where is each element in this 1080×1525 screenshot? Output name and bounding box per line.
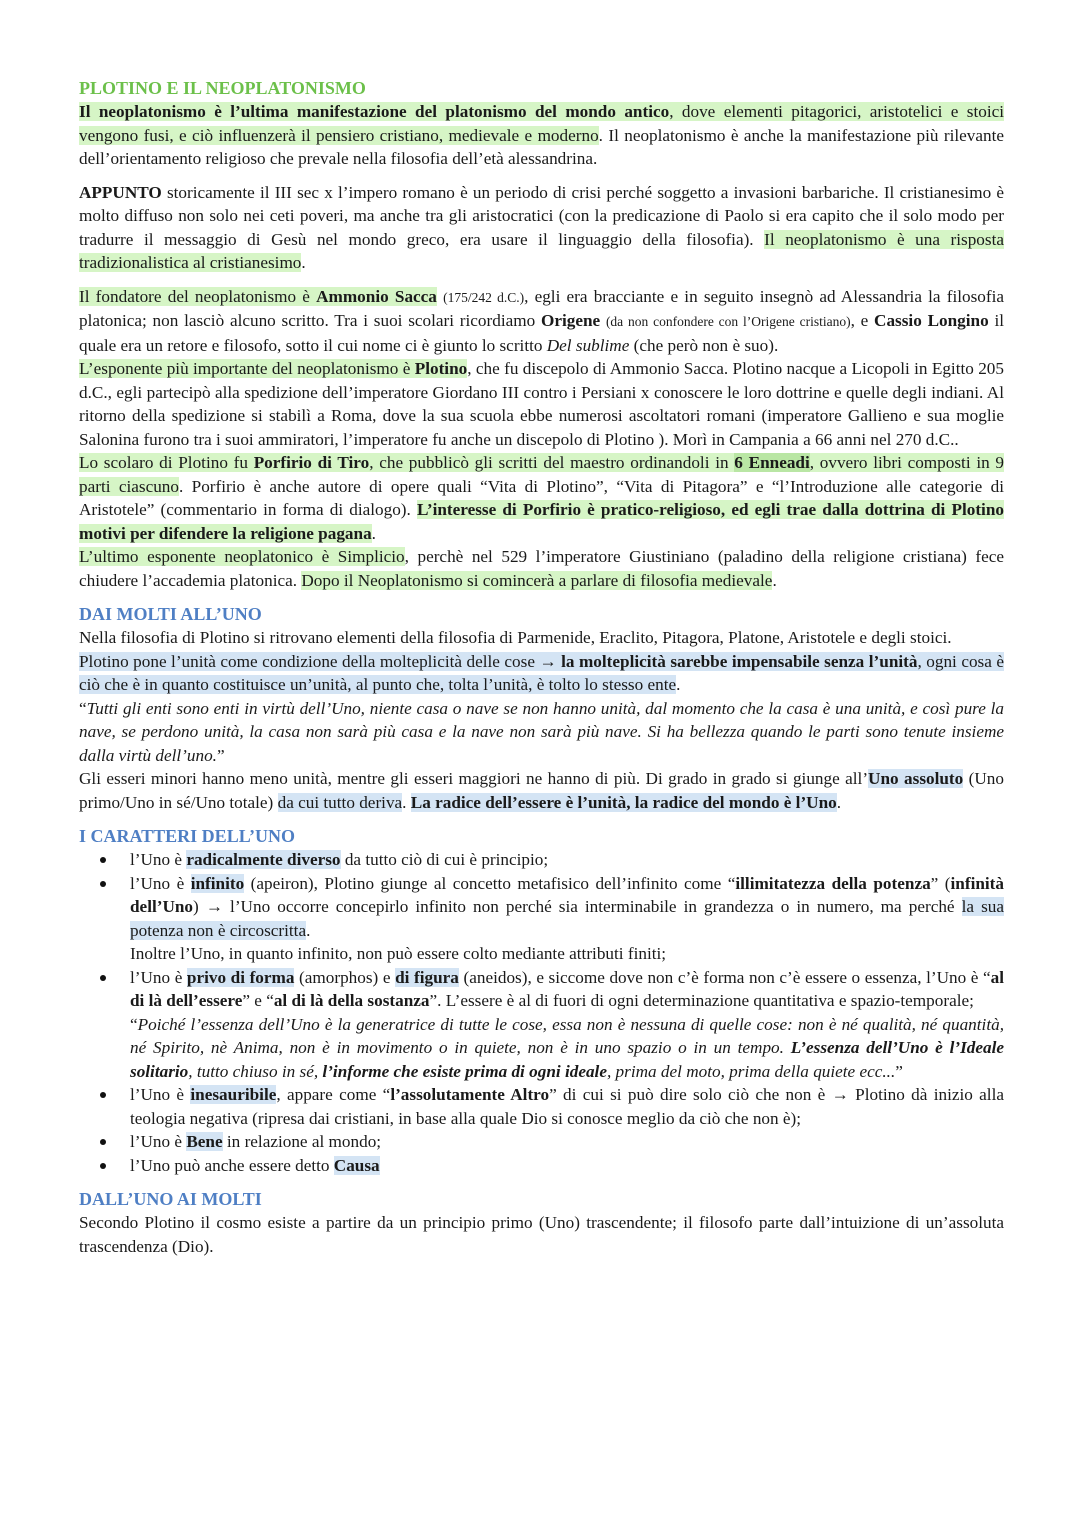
highlighted-text: Uno assoluto <box>868 769 964 788</box>
paragraph <box>79 451 1004 545</box>
list-item <box>130 942 1004 966</box>
bold-text: APPUNTO <box>79 182 162 202</box>
highlighted-text: Bene <box>186 1132 223 1151</box>
text-run: , tutto chiuso in sé, <box>188 1061 323 1081</box>
text-run: Secondo Plotino il cosmo esiste a partire da un principio primo (Uno) trascendente; il filosofo parte dall’intuizione di un’assoluta trascendenza (Dio). <box>79 1213 1004 1256</box>
text-run: ” <box>216 745 225 765</box>
highlighted-text: , ovvero libri composti in 9 parti ciascuno <box>79 453 1004 496</box>
text-run: l’Uno è <box>130 1132 187 1151</box>
bold-text: al di là dell’essere <box>130 967 1005 1010</box>
text-run: (che però non è suo). <box>629 335 779 355</box>
text-run: ” ( <box>930 873 951 893</box>
text-run: ) → l’Uno occorre concepirlo infinito non perché sia interminabile in grandezza o in numero, ma perché <box>193 897 962 916</box>
paragraph <box>79 285 1004 358</box>
text-run: Tutti gli enti sono enti in virtù dell’Uno, niente casa o nave se non hanno unità, dal momento che la casa è una unità, e così pure la nave, se perdono unità, la casa non sarà più casa e la nave non sarà più nave. Si ha bellezza quando le parti sono tenute insieme dalla virtù dell’uno. <box>79 698 1004 765</box>
text-run: . Porfirio è anche autore di opere quali “Vita di Plotino”, “Vita di Pitagora” e “l’Introduzione alle categorie di Aristotele” (commentario in forma di dialogo). <box>79 476 1004 519</box>
bold-text: illimitatezza della potenza <box>735 873 931 893</box>
bold-text: Origene <box>540 311 601 330</box>
text-run: (amorphos) e <box>294 967 396 987</box>
text-run: , e <box>850 311 875 330</box>
paragraph <box>79 545 1004 592</box>
text-run: l’Uno è <box>130 850 187 869</box>
highlighted-text: L’ultimo esponente neoplatonico è Simplicio <box>79 547 405 566</box>
text-run: . <box>676 675 681 694</box>
text-run: , egli era bracciante e in seguito insegnò ad Alessandria la filosofia platonica; non lasciò alcuno scritto. Tra i suoi scolari ricordiamo <box>79 286 1004 330</box>
text-run: “ <box>130 1014 138 1034</box>
section-heading: PLOTINO E IL NEOPLATONISMO <box>79 78 366 98</box>
highlighted-text: La radice dell’essere è l’unità, la radice del mondo è l’Uno <box>410 792 837 812</box>
text-run: . <box>301 253 306 272</box>
text-run: “ <box>79 698 87 718</box>
list-item <box>130 1130 1004 1154</box>
paragraph <box>79 626 1004 650</box>
highlighted-text: privo di forma <box>186 967 295 987</box>
paragraph <box>79 181 1004 275</box>
text-run: . <box>371 523 376 543</box>
text-run: in relazione al mondo; <box>222 1132 382 1151</box>
highlighted-text: , che pubblicò gli scritti del maestro ordinandoli in <box>369 453 735 472</box>
text-run: , appare come “ <box>276 1085 391 1104</box>
paragraph <box>79 100 1004 171</box>
text-run: storicamente il III sec x l’impero romano è un periodo di crisi perché soggetto a invasioni barbariche. Il cristianesimo è molto diffuso non solo nei ceti poveri, ma anche tra gli aristocratici (con la predicazione di Paolo si era capito che il solo modo per tradurre il messaggio di Gesù nel mondo greco, era usare il linguaggio della filosofia). <box>79 182 1004 249</box>
text-run: (aneidos), e siccome dove non c’è forma non c’è essere o essenza, l’Uno è “ <box>458 967 991 987</box>
text-run: (da non confondere con l’Origene cristiano) <box>605 314 851 329</box>
text-run: Inoltre l’Uno, in quanto infinito, non può essere colto mediante attributi finiti; <box>130 944 667 963</box>
text-run: (Uno primo/Uno in sé/Uno totale) <box>79 769 1004 812</box>
section-heading: DAI MOLTI ALL’UNO <box>79 604 262 624</box>
text-run: , prima del moto, prima della quiete ecc... <box>606 1061 896 1081</box>
highlighted-text: Plotino pone l’unità come condizione della molteplicità delle cose → <box>79 651 562 671</box>
text-run: (apeiron), Plotino giunge al concetto metafisico dell’infinito come “ <box>244 873 736 893</box>
text-run: Poiché l’essenza dell’Uno è la generatrice di tutte le cose, essa non è nessuna di quelle cose: non è né qualità, né quantità, né Spirito, nè Anima, non è in movimento o in quiete, non è in uno spazio o in un tempo. <box>130 1014 1004 1057</box>
list-item <box>130 1154 1004 1178</box>
highlighted-text: L’interesse di Porfirio è pratico-religioso, ed egli trae dalla dottrina di Plotino motivi per difendere la religione pagana <box>79 500 1004 543</box>
highlighted-text: Il neoplatonismo è l’ultima manifestazione del platonismo del mondo antico <box>79 102 670 121</box>
highlighted-text: infinito <box>190 873 245 893</box>
text-run: . <box>836 792 842 812</box>
highlighted-text: la sua potenza non è circoscritta <box>130 897 1004 940</box>
text-run: ” <box>895 1061 903 1081</box>
highlighted-text: di figura <box>395 967 459 987</box>
text-run: il quale era un retore e filosofo, sotto il cui nome ci è giunto lo scritto <box>79 311 1005 355</box>
text-run: . <box>772 570 777 590</box>
text-run: . <box>306 920 311 940</box>
list-item <box>130 848 1004 872</box>
list-item <box>130 966 1004 1013</box>
text-run: Gli esseri minori hanno meno unità, mentre gli esseri maggiori ne hanno di più. Di grado in grado si giunge all’ <box>79 769 869 788</box>
paragraph <box>79 357 1004 451</box>
highlighted-text: , dove elementi pitagorici, aristotelici e stoici vengono fusi, e ciò influenzerà il pensiero cristiano, medievale e moderno <box>79 102 1004 145</box>
highlighted-text: la molteplicità sarebbe impensabile senza l’unità <box>561 651 918 671</box>
text-run: , perchè nel 529 l’imperatore Giustiniano (paladino della religione cristiana) fece chiudere l’accademia platonica. <box>79 547 1004 590</box>
highlighted-text: inesauribile <box>190 1085 277 1104</box>
text-run: Del sublime <box>546 335 630 355</box>
highlighted-text: radicalmente diverso <box>186 850 341 869</box>
highlighted-text: Ammonio Sacca <box>316 286 437 306</box>
bold-text: l’assolutamente Altro <box>390 1085 550 1104</box>
bold-text: al di là della sostanza <box>273 991 430 1010</box>
paragraph <box>79 650 1004 697</box>
bold-text: Cassio Longino <box>874 311 989 330</box>
text-run: . <box>402 792 411 812</box>
paragraph <box>79 697 1004 768</box>
list-item <box>130 872 1004 943</box>
text-run: ” di cui si può dire solo ciò che non è → Plotino dà inizio alla teologia negativa (ripresa dai cristiani, in base alla quale Dio si conosce meglio da ciò che non è); <box>130 1085 1004 1128</box>
highlighted-text: Porfirio di Tiro <box>253 453 370 472</box>
text-run: l’Uno è <box>130 1085 191 1104</box>
highlighted-text: Lo scolaro di Plotino fu <box>79 453 254 472</box>
list-item <box>130 1083 1004 1130</box>
text-run: (175/242 d.C.) <box>443 289 525 305</box>
text-run: Nella filosofia di Plotino si ritrovano elementi della filosofia di Parmenide, Eraclito, Pitagora, Platone, Aristotele e degli stoici. <box>79 628 952 647</box>
bold-text: infinità dell’Uno <box>130 873 1004 916</box>
highlighted-text: Causa <box>333 1155 380 1175</box>
paragraph <box>79 1211 1004 1258</box>
bullet-list <box>79 848 1004 1177</box>
text-run: da tutto ciò di cui è principio; <box>340 850 549 869</box>
text-run: l’Uno può anche essere detto <box>130 1155 334 1175</box>
highlighted-text: L’esponente più importante del neoplatonismo è <box>79 359 415 378</box>
section-heading: DALL’UNO AI MOLTI <box>79 1189 262 1209</box>
highlighted-text: Dopo il Neoplatonismo si comincerà a parlare di filosofia medievale <box>301 570 773 590</box>
highlighted-text: Plotino <box>414 359 468 378</box>
document-page <box>79 76 1004 1258</box>
text-run: , che fu discepolo di Ammonio Sacca. Plotino nacque a Licopoli in Egitto 205 d.C., egli partecipò alla spedizione dell’imperatore Giordano III contro i Persiani x conoscere le loro dottrine e quelle degli indiani. Al ritorno della spedizione si stabilì a Roma, dove la sua scuola ebbe numerosi ascoltatori romani (imperatore Gallieno e sua moglie Salonina furono tra i suoi ammiratori, l’imperatore fu anche un discepolo di Plotino ). Morì in Campania a 66 anni nel 270 d.C.. <box>79 359 1004 449</box>
text-run: ” e “ <box>242 991 274 1010</box>
bold-text: L’essenza dell’Uno è l’Ideale solitario <box>130 1038 1004 1081</box>
section-heading: I CARATTERI DELL’UNO <box>79 826 296 846</box>
text-run: . Il neoplatonismo è anche la manifestazione più rilevante dell’orientamento religioso che prevale nella filosofia dell’età alessandrina. <box>79 125 1004 168</box>
text-run: ”. L’essere è al di fuori di ogni determinazione quantitativa e spazio-temporale; <box>429 991 974 1010</box>
text-run: l’Uno è <box>130 873 191 893</box>
highlighted-text: Il fondatore del neoplatonismo è <box>79 286 317 306</box>
list-item <box>130 1013 1004 1084</box>
paragraph <box>79 767 1004 814</box>
highlighted-text: Il neoplatonismo è una risposta tradizionalistica al cristianesimo <box>79 229 1004 272</box>
bold-text: l’informe che esiste prima di ogni ideale <box>322 1061 607 1081</box>
text-run: l’Uno è <box>130 967 187 987</box>
highlighted-text: 6 Enneadi <box>734 453 810 472</box>
highlighted-text: , ogni cosa è ciò che è in quanto costituisce un’unità, al punto che, tolta l’unità, è tolto lo stesso ente <box>79 651 1004 694</box>
highlighted-text: da cui tutto deriva <box>277 792 403 812</box>
